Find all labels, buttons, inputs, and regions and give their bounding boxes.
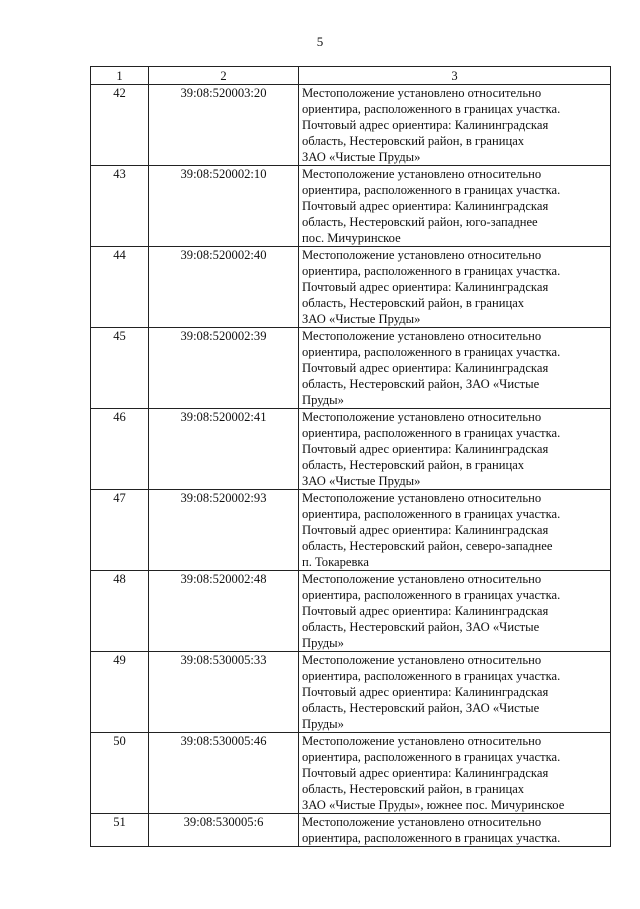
location-description-line: область, Нестеровский район, в границах — [302, 458, 525, 472]
location-description-line: Местоположение установлено относительно — [302, 815, 542, 829]
location-description-line: Местоположение установлено относительно — [302, 167, 542, 181]
row-number: 51 — [91, 814, 149, 847]
location-description-line: ЗАО «Чистые Пруды» — [302, 150, 421, 164]
cadastral-number: 39:08:530005:6 — [149, 814, 299, 847]
location-description-line: область, Нестеровский район, в границах — [302, 296, 525, 310]
table-row — [91, 166, 611, 247]
location-description-line: Почтовый адрес ориентира: Калининградская — [302, 523, 549, 537]
location-description-line: ориентира, расположенного в границах участка. — [302, 750, 561, 764]
table-row — [91, 733, 611, 814]
cadastral-number: 39:08:520002:48 — [149, 571, 299, 652]
row-number: 50 — [91, 733, 149, 814]
location-description-line: Почтовый адрес ориентира: Калининградская — [302, 442, 549, 456]
table-row — [91, 814, 611, 847]
table-row — [91, 652, 611, 733]
location-description-line: ориентира, расположенного в границах участка. — [302, 507, 561, 521]
location-description-line: Местоположение установлено относительно — [302, 734, 542, 748]
location-description-line: ориентира, расположенного в границах участка. — [302, 588, 561, 602]
location-description-line: Почтовый адрес ориентира: Калининградская — [302, 118, 549, 132]
row-number: 44 — [91, 247, 149, 328]
location-description-line: Местоположение установлено относительно — [302, 653, 542, 667]
location-description — [299, 490, 611, 571]
location-description-line: ЗАО «Чистые Пруды», южнее пос. Мичуринское — [302, 798, 565, 812]
cadastral-number: 39:08:530005:33 — [149, 652, 299, 733]
location-description-line: область, Нестеровский район, ЗАО «Чистые — [302, 620, 540, 634]
cadastral-number: 39:08:530005:46 — [149, 733, 299, 814]
column-header-number: 1 — [91, 67, 149, 85]
location-description-line: область, Нестеровский район, в границах — [302, 782, 525, 796]
location-description — [299, 571, 611, 652]
location-description-line: область, Нестеровский район, ЗАО «Чистые — [302, 701, 540, 715]
cadastral-number: 39:08:520002:40 — [149, 247, 299, 328]
table-header — [91, 67, 611, 85]
column-header-cadastral: 2 — [149, 67, 299, 85]
location-description-line: Местоположение установлено относительно — [302, 491, 542, 505]
row-number: 47 — [91, 490, 149, 571]
table-row — [91, 247, 611, 328]
table-row — [91, 85, 611, 166]
location-description-line: ориентира, расположенного в границах участка. — [302, 345, 561, 359]
location-description-line: Почтовый адрес ориентира: Калининградская — [302, 199, 549, 213]
location-description-line: область, Нестеровский район, северо-западнее — [302, 539, 553, 553]
table-body — [91, 85, 611, 847]
row-number: 49 — [91, 652, 149, 733]
cadastral-number: 39:08:520002:10 — [149, 166, 299, 247]
row-number: 48 — [91, 571, 149, 652]
location-description-line: Пруды» — [302, 393, 344, 407]
location-description-line: область, Нестеровский район, юго-западнее — [302, 215, 538, 229]
location-description — [299, 247, 611, 328]
location-description-line: Пруды» — [302, 636, 344, 650]
location-description-line: ЗАО «Чистые Пруды» — [302, 474, 421, 488]
location-description-line: Почтовый адрес ориентира: Калининградская — [302, 685, 549, 699]
column-header-location: 3 — [299, 67, 611, 85]
location-description-line: Местоположение установлено относительно — [302, 572, 542, 586]
location-description-line: п. Токаревка — [302, 555, 369, 569]
location-description — [299, 328, 611, 409]
location-description-line: пос. Мичуринское — [302, 231, 401, 245]
table-row — [91, 571, 611, 652]
location-description-line: ориентира, расположенного в границах участка. — [302, 831, 561, 845]
location-description-line: Пруды» — [302, 717, 344, 731]
location-description-line: ориентира, расположенного в границах участка. — [302, 426, 561, 440]
table-row — [91, 490, 611, 571]
location-description-line: ориентира, расположенного в границах участка. — [302, 183, 561, 197]
parcel-table — [90, 66, 611, 847]
location-description — [299, 733, 611, 814]
location-description-line: Почтовый адрес ориентира: Калининградская — [302, 280, 549, 294]
location-description-line: ориентира, расположенного в границах участка. — [302, 264, 561, 278]
location-description-line: область, Нестеровский район, ЗАО «Чистые — [302, 377, 540, 391]
table-row — [91, 328, 611, 409]
location-description-line: ориентира, расположенного в границах участка. — [302, 102, 561, 116]
row-number: 43 — [91, 166, 149, 247]
location-description — [299, 652, 611, 733]
location-description-line: Почтовый адрес ориентира: Калининградская — [302, 604, 549, 618]
location-description-line: Местоположение установлено относительно — [302, 410, 542, 424]
location-description-line: область, Нестеровский район, в границах — [302, 134, 525, 148]
location-description-line: ЗАО «Чистые Пруды» — [302, 312, 421, 326]
row-number: 45 — [91, 328, 149, 409]
row-number: 46 — [91, 409, 149, 490]
location-description — [299, 166, 611, 247]
location-description — [299, 814, 611, 847]
cadastral-number: 39:08:520002:41 — [149, 409, 299, 490]
location-description-line: Почтовый адрес ориентира: Калининградская — [302, 766, 549, 780]
location-description-line: Местоположение установлено относительно — [302, 329, 542, 343]
location-description — [299, 409, 611, 490]
location-description-line: Местоположение установлено относительно — [302, 86, 542, 100]
header-row — [91, 67, 611, 85]
cadastral-number: 39:08:520003:20 — [149, 85, 299, 166]
cadastral-number: 39:08:520002:93 — [149, 490, 299, 571]
page-number: 5 — [316, 34, 324, 49]
cadastral-number: 39:08:520002:39 — [149, 328, 299, 409]
location-description-line: Местоположение установлено относительно — [302, 248, 542, 262]
row-number: 42 — [91, 85, 149, 166]
location-description-line: Почтовый адрес ориентира: Калининградская — [302, 361, 549, 375]
table-row — [91, 409, 611, 490]
location-description-line: ориентира, расположенного в границах участка. — [302, 669, 561, 683]
location-description — [299, 85, 611, 166]
